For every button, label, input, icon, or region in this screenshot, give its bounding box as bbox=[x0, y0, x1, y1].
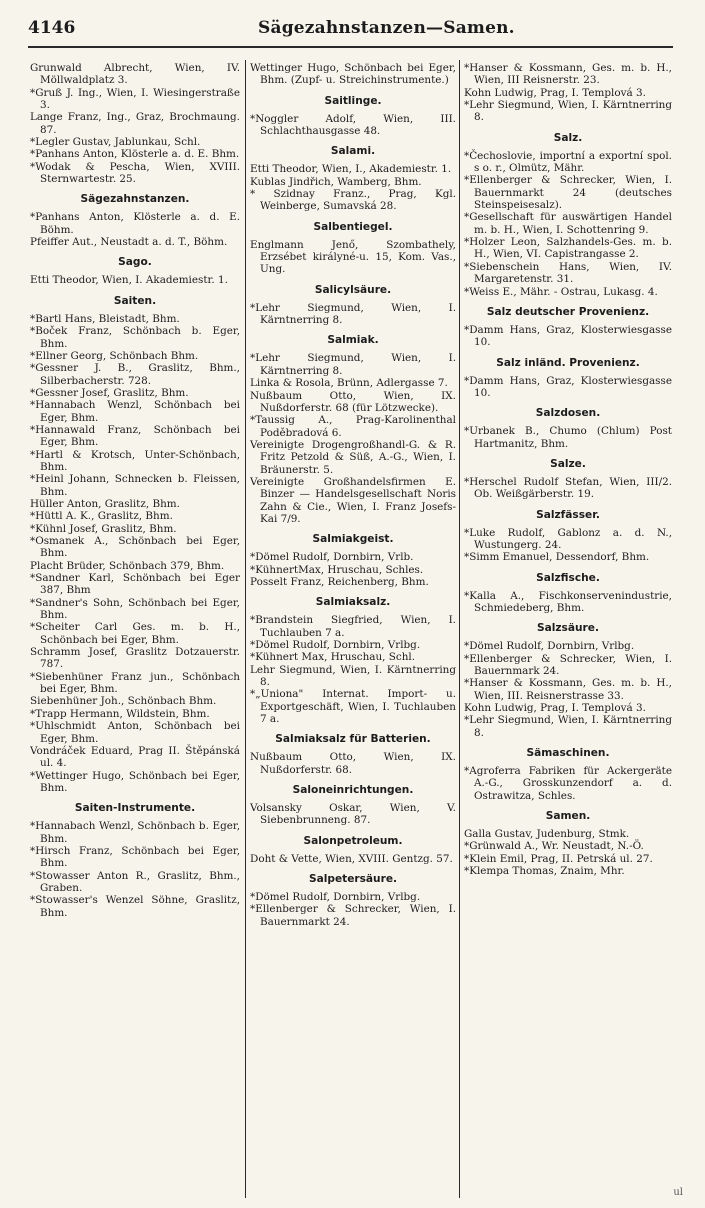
directory-entry: *Kühnert Max, Hruschau, Schl. bbox=[250, 651, 416, 664]
section-heading: Salmiaksalz für Batterien. bbox=[275, 733, 431, 746]
directory-column-2 bbox=[250, 62, 456, 1197]
section-heading: Salzsäure. bbox=[536, 622, 599, 635]
directory-entry: *Panhans Anton, Klösterle a. d. E. Böhm. bbox=[30, 211, 240, 236]
directory-entry: *Luke Rudolf, Gablonz a. d. N., Wustungerg. 24. bbox=[464, 526, 672, 551]
directory-entry: *Hanser & Kossmann, Ges. m. b. H., Wien, III. Reisnerstrasse 33. bbox=[464, 677, 672, 702]
directory-entry: *Hannabach Wenzl, Schönbach b. Eger, Bhm. bbox=[30, 820, 240, 845]
directory-entry: Galla Gustav, Judenburg, Stmk. bbox=[464, 828, 630, 841]
section-heading: Salpetersäure. bbox=[308, 873, 398, 886]
directory-entry: *Ellenberger & Schrecker, Wien, I. Bauernmarkt 24 (deutsches Steinspeisesalz). bbox=[464, 174, 672, 212]
directory-column-3 bbox=[464, 62, 672, 1197]
directory-entry: Vereinigte Drogengroßhandl-G. & R. Fritz Petzold & Süß, A.-G., Wien, I. Bräunerstr. 5. bbox=[250, 438, 456, 476]
directory-entry: *Siebenschein Hans, Wien, IV. Margaretenstr. 31. bbox=[464, 260, 672, 286]
directory-entry: *Boček Franz, Schönbach b. Eger, Bhm. bbox=[30, 325, 240, 350]
directory-entry: *Damm Hans, Graz, Klosterwiesgasse 10. bbox=[464, 323, 672, 349]
section-heading: Sago. bbox=[118, 256, 152, 269]
section-heading: Saiten-Instrumente. bbox=[74, 802, 196, 815]
directory-entry: *Dömel Rudolf, Dornbirn, Vrlbg. bbox=[464, 640, 635, 653]
section-heading: Salz inländ. Provenienz. bbox=[496, 356, 640, 369]
directory-entry: Wettinger Hugo, Schönbach bei Eger, Bhm. (Zupf- u. Streichinstrumente.) bbox=[250, 62, 456, 87]
footer-mark: ul bbox=[673, 1187, 683, 1198]
directory-entry: Schramm Josef, Graslitz Dotzauerstr. 787. bbox=[30, 646, 240, 671]
directory-entry: *Agroferra Fabriken für Ackergeräte A.-G., Grosskunzendorf a. d. Ostrawitza, Schles. bbox=[464, 765, 672, 802]
directory-entry: *Gruß J. Ing., Wien, I. Wiesingerstraße 3. bbox=[30, 86, 240, 112]
directory-entry: *Lehr Siegmund, Wien, I. Kärntnerring 8. bbox=[250, 301, 456, 327]
section-heading: Salzdosen. bbox=[535, 407, 601, 420]
directory-entry: Hüller Anton, Graslitz, Bhm. bbox=[30, 497, 180, 510]
column-divider bbox=[459, 60, 460, 1198]
directory-entry: Nußbaum Otto, Wien, IX. Nußdorferstr. 68 (für Lötzwecke). bbox=[250, 389, 456, 414]
section-heading: Samen. bbox=[545, 810, 591, 823]
column-divider bbox=[245, 60, 246, 1198]
directory-entry: *Simm Emanuel, Dessendorf, Bhm. bbox=[464, 551, 650, 564]
directory-entry: Siebenhüner Joh., Schönbach Bhm. bbox=[30, 695, 217, 708]
directory-entry: Grunwald Albrecht, Wien, IV. Möllwaldplatz 3. bbox=[30, 62, 240, 87]
section-heading: Salbentiegel. bbox=[313, 220, 393, 233]
directory-entry: *Osmanek A., Schönbach bei Eger, Bhm. bbox=[30, 535, 240, 560]
section-heading: Salami. bbox=[330, 145, 376, 158]
section-heading: Salz. bbox=[553, 131, 583, 144]
directory-entry: *Lehr Siegmund, Wien, I. Kärntnerring 8. bbox=[464, 99, 672, 124]
section-heading: Sämaschinen. bbox=[526, 747, 610, 760]
directory-entry: *Damm Hans, Graz, Klosterwiesgasse 10. bbox=[464, 374, 672, 399]
directory-entry: *Klein Emil, Prag, II. Petrská ul. 27. bbox=[464, 852, 653, 865]
directory-entry: *Stowasser's Wenzel Söhne, Graslitz, Bhm. bbox=[30, 894, 240, 919]
directory-entry: *Heinl Johann, Schnecken b. Fleissen, Bhm. bbox=[30, 473, 240, 498]
directory-entry: *Dömel Rudolf, Dornbirn, Vrlbg. bbox=[250, 891, 421, 904]
directory-entry: *Dömel Rudolf, Dornbirn, Vrlbg. bbox=[250, 639, 421, 651]
section-heading: Salzfische. bbox=[536, 571, 600, 584]
section-heading: Salze. bbox=[550, 457, 586, 470]
directory-entry: *Wodak & Pescha, Wien, XVIII. Sternwartestr. 25. bbox=[30, 160, 240, 186]
directory-entry: * Szidnay Franz., Prag, Kgl. Weinberge, Sumavská 28. bbox=[250, 188, 456, 213]
directory-entry: *„Uniona" Internat. Import- u. Exportgeschäft, Wien, I. Tuchlauben 7 a. bbox=[250, 688, 456, 726]
directory-entry: Kohn Ludwig, Prag, I. Templová 3. bbox=[464, 702, 646, 715]
directory-entry: *Hirsch Franz, Schönbach bei Eger, Bhm. bbox=[30, 844, 240, 870]
directory-entry: *Stowasser Anton R., Graslitz, Bhm., Graben. bbox=[30, 869, 240, 894]
directory-entry: *Brandstein Siegfried, Wien, I. Tuchlauben 7 a. bbox=[250, 614, 456, 639]
directory-entry: *Gessner Josef, Graslitz, Bhm. bbox=[30, 386, 189, 399]
section-heading: Salmiakgeist. bbox=[312, 533, 394, 546]
directory-entry: *Kühnl Josef, Graslitz, Bhm. bbox=[30, 522, 177, 535]
page-header bbox=[0, 18, 705, 44]
directory-entry: *Ellenberger & Schrecker, Wien, I. Bauernmarkt 24. bbox=[250, 903, 456, 928]
directory-entry: Lehr Siegmund, Wien, I. Kärntnerring 8. bbox=[250, 663, 456, 689]
directory-entry: *Kalla A., Fischkonservenindustrie, Schmiedeberg, Bhm. bbox=[464, 589, 672, 614]
section-heading: Saitlinge. bbox=[324, 94, 382, 107]
directory-entry: *Urbanek B., Chumo (Chlum) Post Hartmanitz, Bhm. bbox=[464, 425, 672, 450]
section-heading: Salzfässer. bbox=[536, 508, 600, 521]
directory-entry: *Hartl & Krotsch, Unter-Schönbach, Bhm. bbox=[30, 448, 240, 473]
directory-entry: Kohn Ludwig, Prag, I. Templová 3. bbox=[464, 86, 646, 99]
directory-entry: *Gesellschaft für auswärtigen Handel m. b. H., Wien, I. Schottenring 9. bbox=[464, 211, 672, 236]
directory-entry: *Hanser & Kossmann, Ges. m. b. H., Wien, III Reisnerstr. 23. bbox=[464, 62, 672, 87]
section-heading: Salicylsäure. bbox=[314, 283, 392, 296]
section-heading: Saloneinrichtungen. bbox=[292, 784, 414, 797]
directory-entry: Placht Brüder, Schönbach 379, Bhm. bbox=[30, 559, 225, 572]
directory-entry: *KühnertMax, Hruschau, Schles. bbox=[250, 563, 424, 576]
directory-entry: Etti Theodor, Wien, I., Akademiestr. 1. bbox=[250, 163, 452, 176]
directory-entry: *Hannawald Franz, Schönbach bei Eger, Bhm. bbox=[30, 423, 240, 449]
directory-entry: *Sandner Karl, Schönbach bei Eger 387, Bhm bbox=[30, 572, 240, 597]
directory-entry: *Noggler Adolf, Wien, III. Schlachthausgasse 48. bbox=[250, 112, 456, 138]
directory-entry: *Hüttl A. K., Graslitz, Bhm. bbox=[30, 510, 173, 523]
directory-entry: *Siebenhüner Franz jun., Schönbach bei Eger, Bhm. bbox=[30, 670, 240, 696]
directory-entry: *Trapp Hermann, Wildstein, Bhm. bbox=[30, 707, 210, 720]
directory-entry: *Lehr Siegmund, Wien, I. Kärntnerring 8. bbox=[250, 352, 456, 377]
directory-column-1 bbox=[30, 62, 240, 1197]
directory-entry: Vondráček Eduard, Prag II. Štěpánská ul. 4. bbox=[30, 744, 240, 770]
section-heading: Sägezahnstanzen. bbox=[80, 193, 190, 206]
section-heading: Salonpetroleum. bbox=[303, 834, 403, 847]
directory-entry: Linka & Rosola, Brünn, Adlergasse 7. bbox=[250, 377, 448, 390]
directory-entry: *Taussig A., Prag-Karolinenthal Poděbradová 6. bbox=[250, 414, 456, 439]
directory-entry: *Weiss E., Mähr. - Ostrau, Lukasg. 4. bbox=[464, 285, 658, 298]
directory-entry: *Hannabach Wenzl, Schönbach bei Eger, Bhm. bbox=[30, 399, 240, 424]
directory-entry: *Ellenberger & Schrecker, Wien, I. Bauernmark 24. bbox=[464, 652, 672, 677]
directory-entry: *Herschel Rudolf Stefan, Wien, III/2. Ob. Weißgärberstr. 19. bbox=[464, 475, 672, 501]
directory-entry: *Scheiter Carl Ges. m. b. H., Schönbach bei Eger, Bhm. bbox=[30, 621, 240, 646]
directory-entry: *Holzer Leon, Salzhandels-Ges. m. b. H., Wien, VI. Capistrangasse 2. bbox=[464, 236, 672, 261]
directory-entry: Lange Franz, Ing., Graz, Brochmaung. 87. bbox=[30, 111, 240, 136]
section-heading: Saiten. bbox=[113, 294, 157, 307]
directory-entry: *Wettinger Hugo, Schönbach bei Eger, Bhm. bbox=[30, 769, 240, 794]
directory-entry: Posselt Franz, Reichenberg, Bhm. bbox=[250, 575, 429, 588]
directory-entry: *Panhans Anton, Klösterle a. d. E. Bhm. bbox=[30, 148, 240, 161]
directory-entry: *Grünwald A., Wr. Neustadt, N.-Ö. bbox=[464, 840, 644, 853]
directory-entry: *Sandner's Sohn, Schönbach bei Eger, Bhm. bbox=[30, 596, 240, 622]
section-heading: Salmiak. bbox=[327, 334, 379, 347]
header-rule bbox=[28, 46, 673, 48]
directory-entry: *Legler Gustav, Jablunkau, Schl. bbox=[30, 136, 201, 149]
directory-entry: Englmann Jenő, Szombathely, Erzsébet királyné-u. 15, Kom. Vas., Ung. bbox=[250, 238, 456, 276]
directory-entry: Nußbaum Otto, Wien, IX. Nußdorferstr. 68. bbox=[250, 751, 456, 776]
directory-entry: Volsansky Oskar, Wien, V. Siebenbrunneng. 87. bbox=[250, 802, 456, 827]
directory-entry: Doht & Vette, Wien, XVIII. Gentzg. 57. bbox=[250, 852, 453, 865]
directory-entry: Kublas Jindřich, Wamberg, Bhm. bbox=[250, 175, 422, 188]
directory-entry: Pfeiffer Aut., Neustadt a. d. T., Böhm. bbox=[30, 236, 228, 249]
directory-entry: *Ellner Georg, Schönbach Bhm. bbox=[30, 349, 199, 362]
page-title: Sägezahnstanzen—Samen. bbox=[258, 18, 515, 38]
directory-entry: *Gessner J. B., Graslitz, Bhm., Silberbacherstr. 728. bbox=[30, 362, 240, 387]
section-heading: Salz deutscher Provenienz. bbox=[486, 305, 650, 318]
directory-entry: *Lehr Siegmund, Wien, I. Kärntnerring 8. bbox=[464, 714, 672, 739]
directory-entry: *Dömel Rudolf, Dornbirn, Vrlb. bbox=[250, 551, 414, 564]
directory-entry: *Uhlschmidt Anton, Schönbach bei Eger, Bhm. bbox=[30, 720, 240, 745]
directory-entry: Vereinigte Großhandelsfirmen E. Binzer — Handelsgesellschaft Noris Zahn & Cie., Wien, I. Franz Josefs-Kai 7/9. bbox=[250, 475, 456, 525]
page-number: 4146 bbox=[28, 18, 76, 38]
directory-entry: *Bartl Hans, Bleistadt, Bhm. bbox=[30, 312, 180, 325]
directory-entry: *Čechoslovie, importní a exportní spol. s o. r., Olmütz, Mähr. bbox=[464, 149, 672, 175]
section-heading: Salmiaksalz. bbox=[315, 596, 391, 609]
directory-entry: Etti Theodor, Wien, I. Akademiestr. 1. bbox=[30, 274, 228, 287]
directory-entry: *Klempa Thomas, Znaim, Mhr. bbox=[464, 865, 625, 878]
